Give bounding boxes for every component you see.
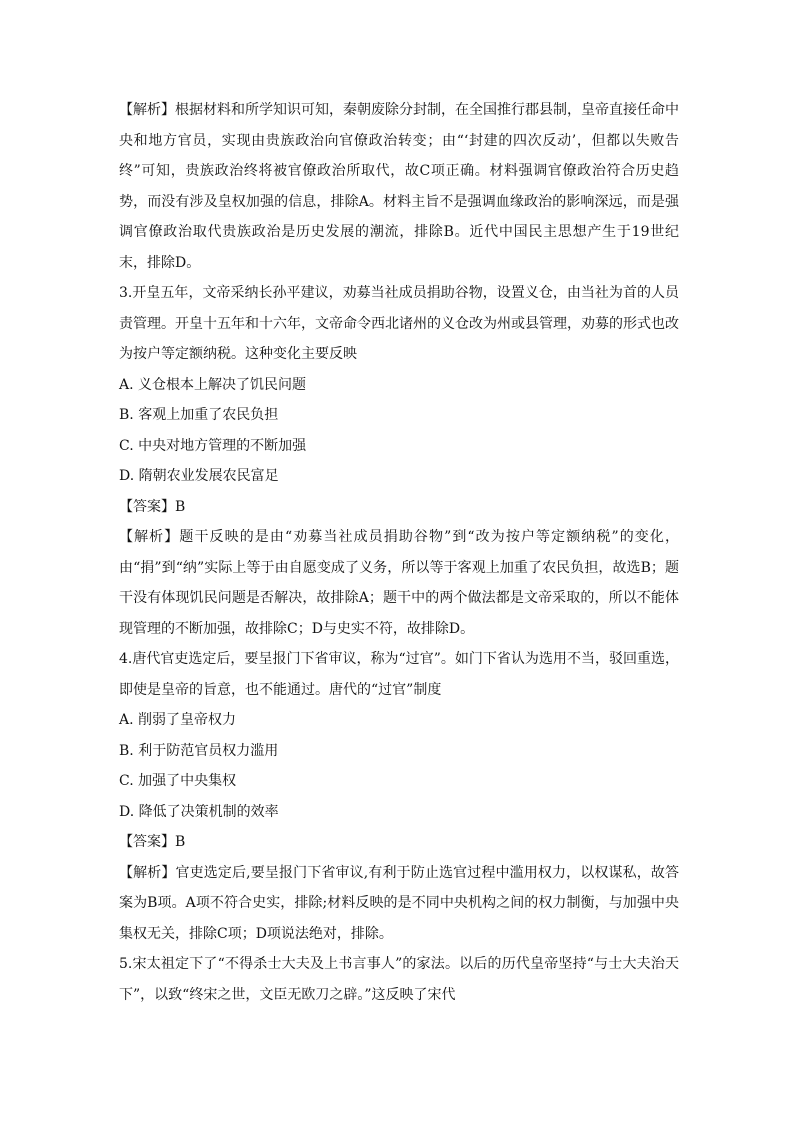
question-4-stem: 4.唐代官吏选定后，要呈报门下省审议，称为“过官”。如门下省认为选用不当，驳回重选，即使是皇帝的旨意，也不能通过。唐代的“过官”制度 [119, 651, 679, 698]
question-5-stem: 5.宋太祖定下了“不得杀士大夫及上书言事人”的家法。以后的历代皇帝坚持“与士大夫治天下”，以致“终宋之世，文臣无欧刀之辟。”这反映了宋代 [119, 956, 679, 1003]
analysis-q4: 【解析】官吏选定后,要呈报门下省审议,有利于防止选官过程中滥用权力，以权谋私，故答案为B项。A项不符合史实，排除;材料反映的是不同中央机构之间的权力制衡，与加强中央集权无关，排除C项；D项说法绝对，排除。 [119, 864, 679, 942]
question-3-option-b: B. 客观上加重了农民负担 [119, 407, 279, 423]
question-3-option-a: A. 义仓根本上解决了饥民问题 [119, 376, 307, 393]
question-3-option-c: C. 中央对地方管理的不断加强 [119, 437, 307, 454]
document-page [119, 95, 679, 1010]
question-3-stem: 3.开皇五年，文帝采纳长孙平建议，劝募当社成员捐助谷物，设置义仓，由当社为首的人员责管理。开皇十五年和十六年，文帝命令西北诸州的义仓改为州或县管理，劝募的形式也改为按户等定额纳税。这种变化主要反映 [119, 285, 679, 362]
analysis-q3: 【解析】题干反映的是由“劝募当社成员捐助谷物”到“改为按户等定额纳税”的变化，由“捐”到“纳”实际上等于由自愿变成了义务，所以等于客观上加重了农民负担，故选B；题干没有体现饥民问题是否解决，故排除A；题干中的两个做法都是文帝采取的，所以不能体现管理的不断加强，故排除C；D与史实不符，故排除D。 [119, 529, 679, 637]
question-4-option-c: C. 加强了中央集权 [119, 773, 237, 789]
question-4-option-b: B. 利于防范官员权力滥用 [119, 742, 279, 759]
analysis-q2: 【解析】根据材料和所学知识可知，秦朝废除分封制，在全国推行郡县制，皇帝直接任命中央和地方官员，实现由贵族政治向官僚政治转变；由“‘封建的四次反动’，但都以失败告终”可知，贵族政治终将被官僚政治所取代，故C项正确。材料强调官僚政治符合历史趋势，而没有涉及皇权加强的信息，排除A。材料主旨不是强调血缘政治的影响深远，而是强调官僚政治取代贵族政治是历史发展的潮流，排除B。近代中国民主思想产生于19世纪末，排除D。 [119, 102, 679, 271]
question-4-answer: 【答案】B [119, 834, 186, 850]
question-3-answer: 【答案】B [119, 498, 186, 515]
question-3-option-d: D. 隋朝农业发展农民富足 [119, 468, 279, 484]
question-4-option-d: D. 降低了决策机制的效率 [119, 803, 279, 820]
question-4-option-a: A. 削弱了皇帝权力 [119, 712, 237, 728]
